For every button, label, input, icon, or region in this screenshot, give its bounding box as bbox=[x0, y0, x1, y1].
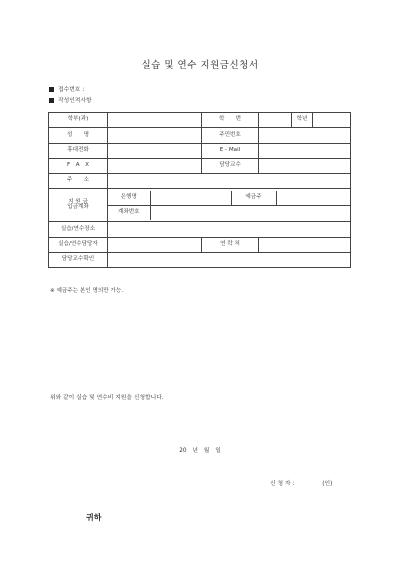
grade-label: 학년 bbox=[292, 113, 313, 128]
bank-account-subtable bbox=[108, 191, 350, 220]
fax-field[interactable] bbox=[108, 158, 202, 173]
address-field[interactable] bbox=[108, 174, 351, 189]
grant-account-cell bbox=[108, 189, 351, 222]
application-statement: 위와 같이 실습 및 연수비 지원을 신청합니다. bbox=[50, 395, 164, 401]
account-holder-note: ※ 예금주는 본인 명의만 가능. bbox=[50, 288, 124, 294]
contact-field[interactable] bbox=[259, 237, 351, 252]
bank-field[interactable] bbox=[150, 191, 231, 206]
manager-label: 실습/연수담당자 bbox=[49, 237, 108, 252]
grant-account-label: 지 원 금 입금계좌 bbox=[49, 189, 108, 222]
address-label: 주 소 bbox=[49, 174, 108, 189]
table-row bbox=[49, 128, 351, 143]
depositor-label: 예금주 bbox=[231, 191, 276, 206]
dept-field[interactable] bbox=[108, 113, 202, 128]
square-bullet-icon bbox=[49, 87, 54, 92]
account-no-field[interactable] bbox=[150, 205, 350, 220]
professor-label: 담당교수 bbox=[202, 158, 259, 173]
fax-label: F A X bbox=[49, 158, 108, 173]
resident-no-label: 주민번호 bbox=[202, 128, 259, 143]
resident-no-field[interactable] bbox=[259, 128, 351, 143]
receipt-number-line bbox=[49, 84, 84, 93]
table-row bbox=[49, 222, 351, 237]
phone-label: 휴대전화 bbox=[49, 143, 108, 158]
student-id-field[interactable] bbox=[259, 113, 292, 128]
table-row bbox=[49, 189, 351, 222]
application-form-table bbox=[48, 112, 351, 268]
table-row bbox=[49, 237, 351, 252]
author-info-label: 작성인적사항 bbox=[58, 98, 92, 104]
author-info-line bbox=[49, 95, 92, 104]
applicant-signature-line bbox=[270, 478, 332, 487]
professor-confirm-field[interactable] bbox=[108, 253, 351, 268]
table-row bbox=[49, 113, 351, 128]
student-id-label: 학 번 bbox=[202, 113, 259, 128]
addressee: 귀하 bbox=[86, 513, 102, 522]
table-row bbox=[49, 158, 351, 173]
email-label: E - Mail bbox=[202, 143, 259, 158]
manager-field[interactable] bbox=[108, 237, 202, 252]
square-bullet-icon bbox=[49, 98, 54, 103]
name-label: 성 명 bbox=[49, 128, 108, 143]
receipt-number-label: 접수번호 : bbox=[58, 87, 85, 93]
professor-confirm-label: 담당교수확인 bbox=[49, 253, 108, 268]
depositor-field[interactable] bbox=[276, 191, 350, 206]
contact-label: 연 락 처 bbox=[202, 237, 259, 252]
seal-mark: (인) bbox=[322, 481, 333, 487]
table-row bbox=[49, 253, 351, 268]
table-row bbox=[49, 143, 351, 158]
applicant-label: 신 청 자 : bbox=[270, 481, 295, 487]
bank-label: 은행명 bbox=[108, 191, 150, 206]
professor-field[interactable] bbox=[259, 158, 351, 173]
document-title: 실습 및 연수 지원금신청서 bbox=[141, 60, 259, 71]
table-row bbox=[49, 174, 351, 189]
grade-field[interactable] bbox=[313, 113, 351, 128]
account-no-label: 계좌번호 bbox=[108, 205, 150, 220]
name-field[interactable] bbox=[108, 128, 202, 143]
place-field[interactable] bbox=[108, 222, 351, 237]
place-label: 실습/연수장소 bbox=[49, 222, 108, 237]
email-field[interactable] bbox=[259, 143, 351, 158]
phone-field[interactable] bbox=[108, 143, 202, 158]
dept-label: 학부(과) bbox=[49, 113, 108, 128]
date-line: 20 년 월 일 bbox=[179, 448, 221, 454]
